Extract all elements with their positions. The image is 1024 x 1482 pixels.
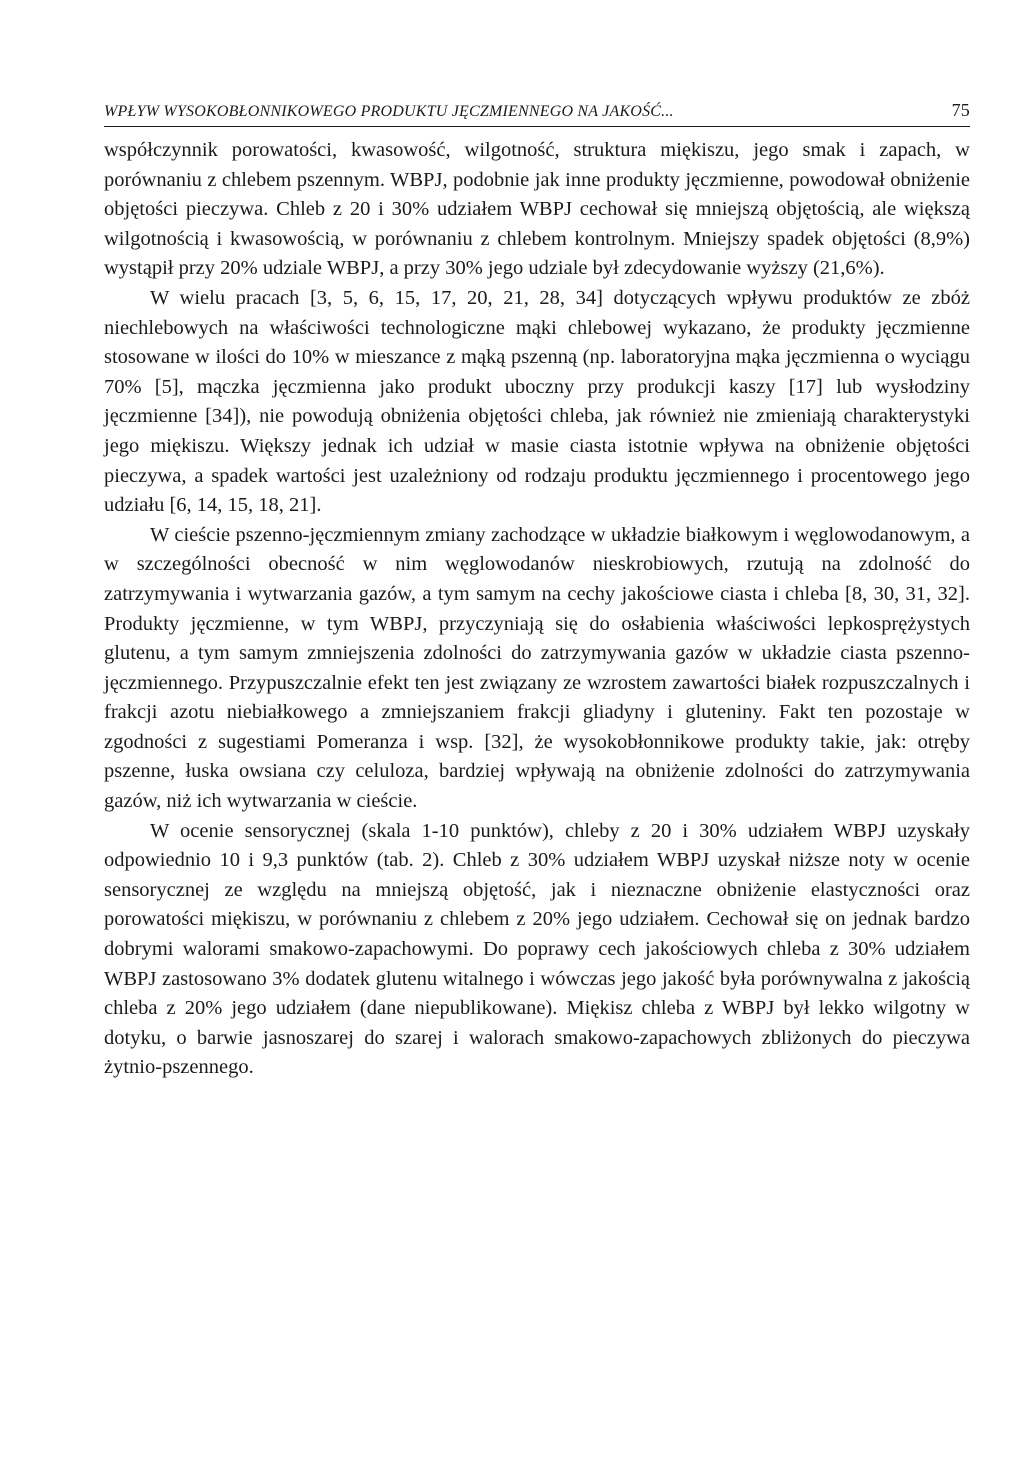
running-title: WPŁYW WYSOKOBŁONNIKOWEGO PRODUKTU JĘCZMIENNEGO NA JAKOŚĆ...: [104, 103, 674, 120]
document-page: [104, 96, 970, 1083]
paragraph: W wielu pracach [3, 5, 6, 15, 17, 20, 21, 28, 34] dotyczących wpływu produktów ze zbóż niechlebowych na właściwości technologiczne mąki chlebowej wykazano, że produkty jęczmienne stosowane w ilości do 10% w mieszance z mąką pszenną (np. laboratoryjna mąka jęczmienna o wyciągu 70% [5], mączka jęczmienna jako produkt uboczny przy produkcji kaszy [17] lub wysłodziny jęczmienne [34]), nie powodują obniżenia objętości chleba, jak również nie zmieniają charakterystyki jego miękiszu. Większy jednak ich udział w masie ciasta istotnie wpływa na obniżenie objętości pieczywa, a spadek wartości jest uzależniony od rodzaju produktu jęczmiennego i procentowego jego udziału [6, 14, 15, 18, 21].: [104, 286, 970, 517]
page-number: 75: [951, 100, 970, 120]
paragraph: W ocenie sensorycznej (skala 1-10 punktów), chleby z 20 i 30% udziałem WBPJ uzyskały odpowiednio 10 i 9,3 punktów (tab. 2). Chleb z 30% udziałem WBPJ uzyskał niższe noty w ocenie sensorycznej ze względu na mniejszą objętość, jak i nieznaczne obniżenie elastyczności oraz porowatości miękiszu, w porównaniu z chlebem z 20% jego udziałem. Cechował się on jednak bardzo dobrymi walorami smakowo-zapachowymi. Do poprawy cech jakościowych chleba z 30% udziałem WBPJ zastosowano 3% dodatek glutenu witalnego i wówczas jego jakość była porównywalna z jakością chleba z 20% jego udziałem (dane niepublikowane). Miękisz chleba z WBPJ był lekko wilgotny w dotyku, o barwie jasnoszarej do szarej i walorach smakowo-zapachowych zbliżonych do pieczywa żytnio-pszennego.: [104, 819, 970, 1079]
paragraph-continued: współczynnik porowatości, kwasowość, wilgotność, struktura miękiszu, jego smak i zapach, w porównaniu z chlebem pszennym. WBPJ, podobnie jak inne produkty jęczmienne, powodował obniżenie objętości pieczywa. Chleb z 20 i 30% udziałem WBPJ cechował się mniejszą objętością, ale większą wilgotnością i kwasowością, w porównaniu z chlebem kontrolnym. Mniejszy spadek objętości (8,9%) wystąpił przy 20% udziale WBPJ, a przy 30% jego udziale był zdecydowanie wyższy (21,6%).: [104, 139, 970, 280]
body-text: [104, 136, 970, 1083]
running-header: [104, 96, 970, 127]
paragraph: W cieście pszenno-jęczmiennym zmiany zachodzące w układzie białkowym i węglowodanowym, a w szczególności obecność w nim węglowodanów nieskrobiowych, rzutują na zdolność do zatrzymywania i wytwarzania gazów, a tym samym na cechy jakościowe ciasta i chleba [8, 30, 31, 32]. Produkty jęczmienne, w tym WBPJ, przyczyniają się do osłabienia właściwości lepkosprężystych glutenu, a tym samym zmniejszenia zdolności do zatrzymywania gazów w układzie ciasta pszenno-jęczmiennego. Przypuszczalnie efekt ten jest związany ze wzrostem zawartości białek rozpuszczalnych i frakcji azotu niebiałkowego a zmniejszaniem frakcji gliadyny i gluteniny. Fakt ten pozostaje w zgodności z sugestiami Pomeranza i wsp. [32], że wysokobłonnikowe produkty takie, jak: otręby pszenne, łuska owsiana czy celuloza, bardziej wpływają na obniżenie zdolności do zatrzymywania gazów, niż ich wytwarzania w cieście.: [104, 523, 970, 813]
